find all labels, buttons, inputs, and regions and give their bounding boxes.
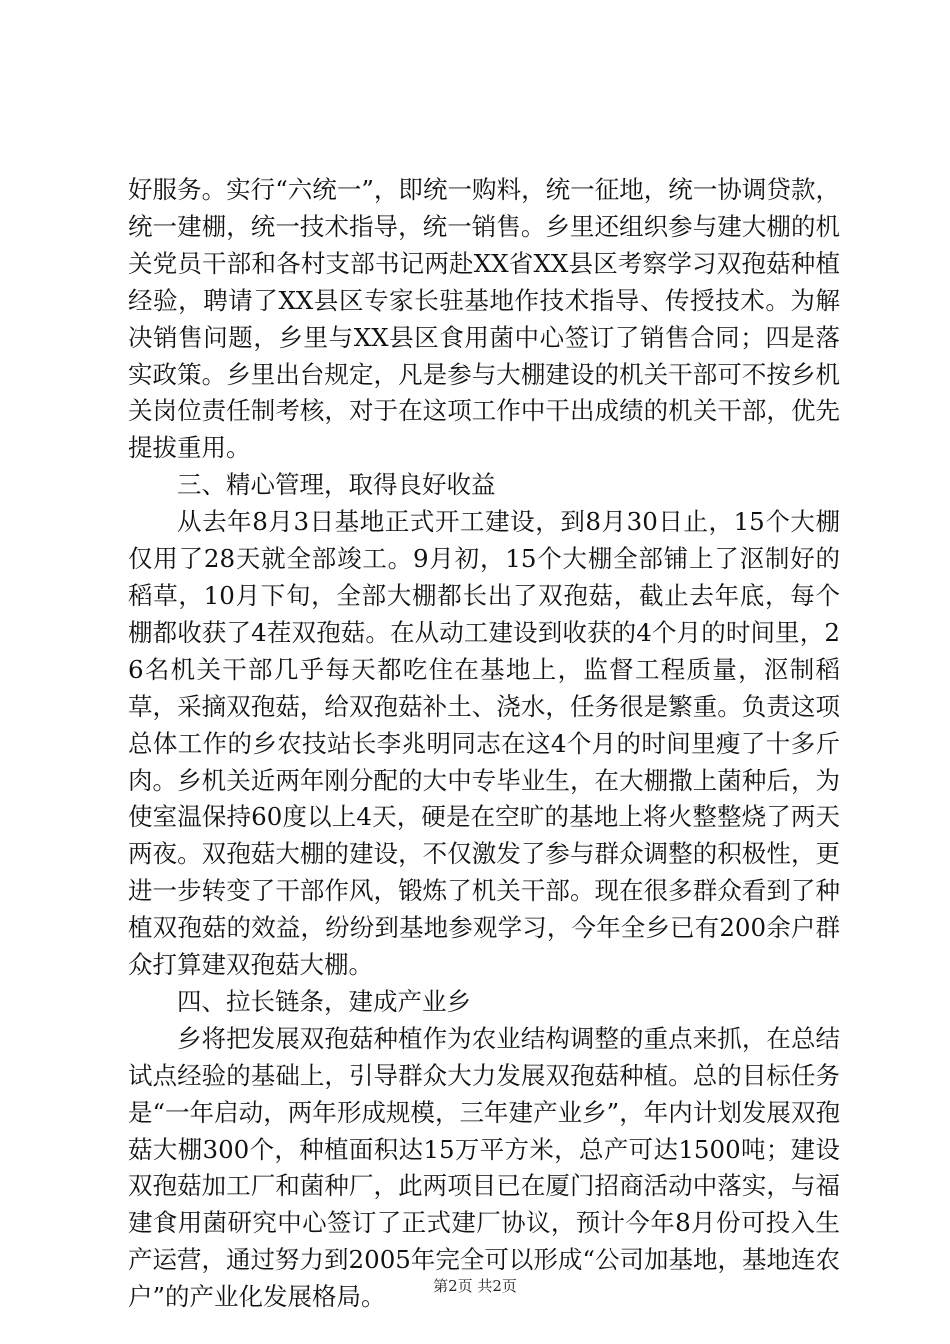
document-body — [128, 172, 840, 1316]
paragraph-construction-progress: 从去年8月3日基地正式开工建设，到8月30日止，15个大棚仅用了28天就全部竣工。9月初，15个大棚全部铺上了沤制好的稻草，10月下旬，全部大棚都长出了双孢菇，截止去年底，每个棚都收获了4茬双孢菇。在从动工建设到收获的4个月的时间里，26名机关干部几乎每天都吃住在基地上，监督工程质量，沤制稻草，采摘双孢菇，给双孢菇补土、浇水，任务很是繁重。负责这项总体工作的乡农技站长李兆明同志在这4个月的时间里瘦了十多斤肉。乡机关近两年刚分配的大中专毕业生，在大棚撒上菌种后，为使室温保持60度以上4天，硬是在空旷的基地上将火整整烧了两天两夜。双孢菇大棚的建设，不仅激发了参与群众调整的积极性，更进一步转变了干部作风，锻炼了机关干部。现在很多群众看到了种植双孢菇的效益，纷纷到基地参观学习，今年全乡已有200余户群众打算建双孢菇大棚。 — [128, 507, 840, 980]
paragraph-development-goals: 乡将把发展双孢菇种植作为农业结构调整的重点来抓，在总结试点经验的基础上，引导群众大力发展双孢菇种植。总的目标任务是“一年启动，两年形成规模，三年建产业乡”，年内计划发展双孢菇大棚300个，种植面积达15万平方米，总产可达1500吨；建设双孢菇加工厂和菌种厂，此两项目已在厦门招商活动中落实，与福建食用菌研究中心签订了正式建厂协议，预计今年8月份可投入生产运营，通过努力到2005年完全可以形成“公司加基地，基地连农户”的产业化发展格局。 — [128, 1023, 840, 1312]
paragraph-services: 好服务。实行“六统一”，即统一购料，统一征地，统一协调贷款，统一建棚，统一技术指导，统一销售。乡里还组织参与建大棚的机关党员干部和各村支部书记两赴XX省XX县区考察学习双孢菇种植经验，聘请了XX县区专家长驻基地作技术指导、传授技术。为解决销售问题，乡里与XX县区食用菌中心签订了销售合同；四是落实政策。乡里出台规定，凡是参与大棚建设的机关干部可不按乡机关岗位责任制考核，对于在这项工作中干出成绩的机关干部，优先提拔重用。 — [128, 175, 840, 463]
section-heading-management: 三、精心管理，取得良好收益 — [177, 470, 496, 500]
page-footer: 第2页 共2页 — [433, 1277, 517, 1295]
section-heading-industry-chain: 四、拉长链条，建成产业乡 — [177, 986, 471, 1016]
